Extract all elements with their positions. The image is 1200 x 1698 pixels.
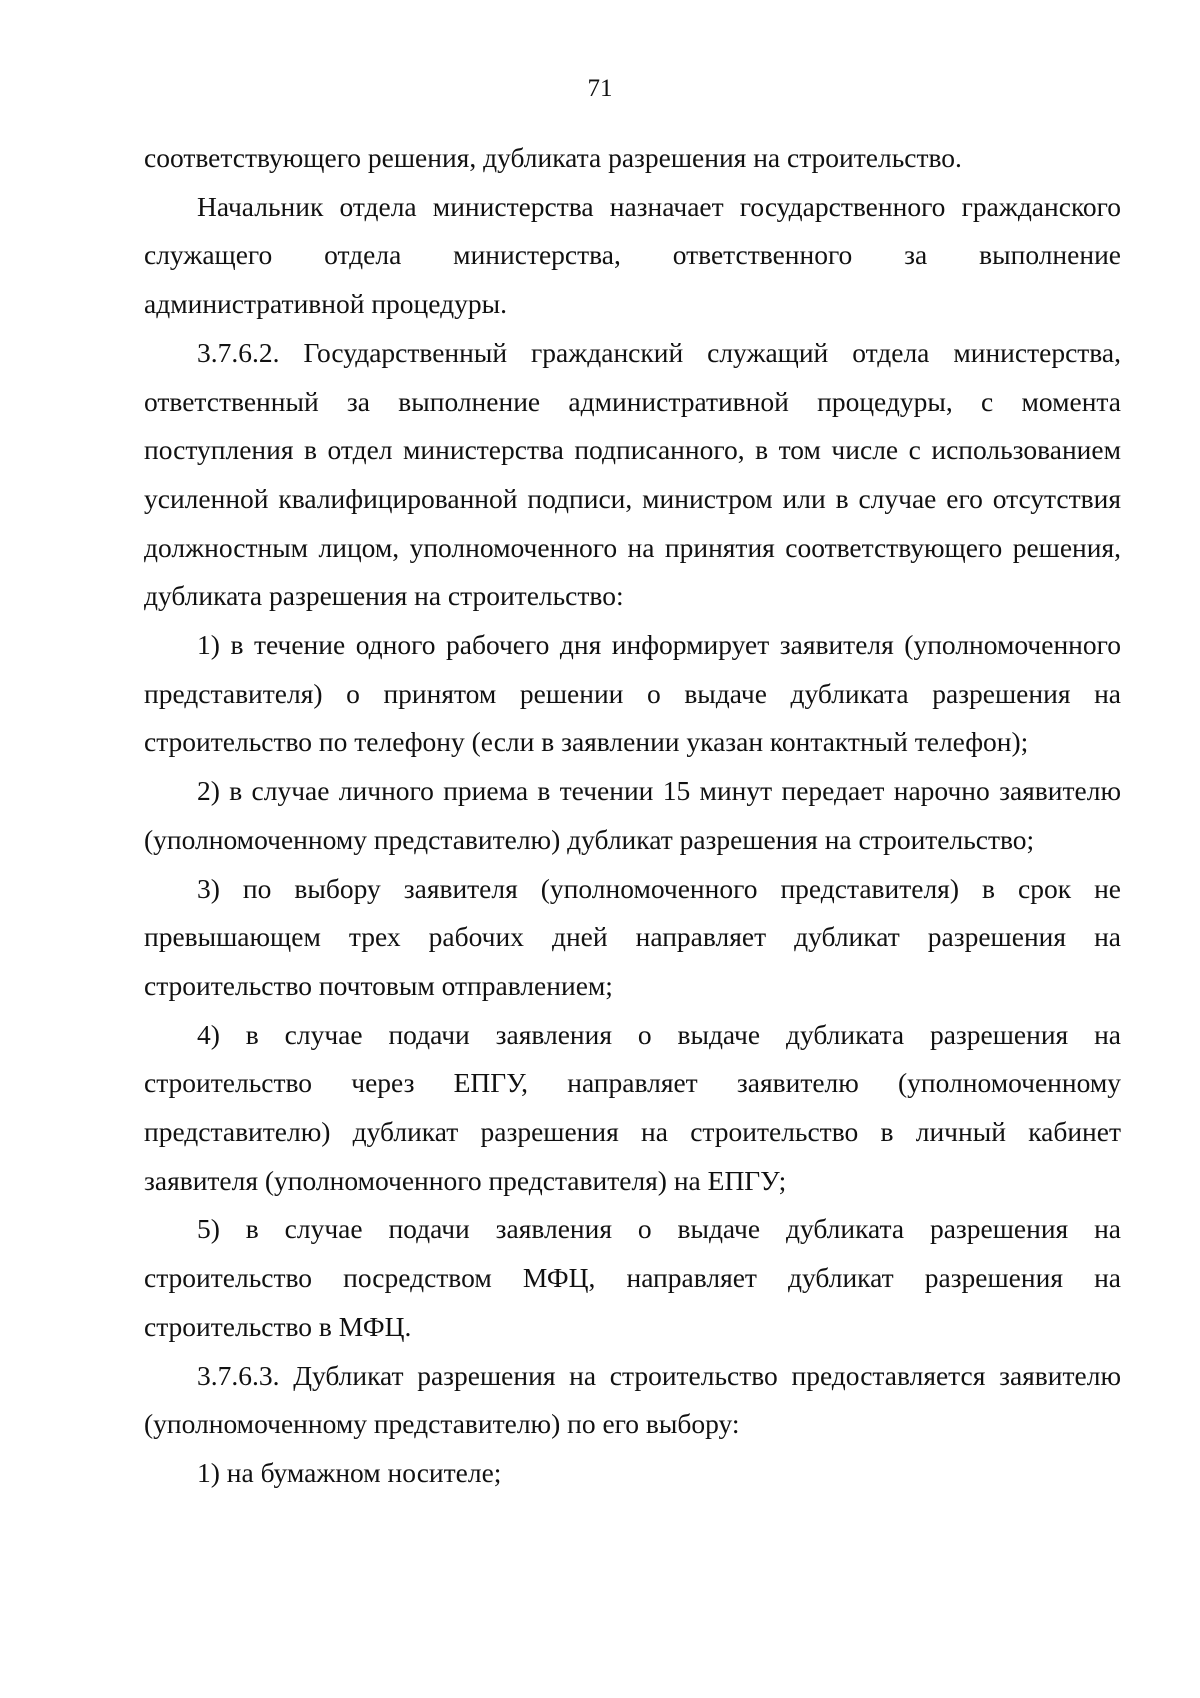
list-item-1: 1) в течение одного рабочего дня информирует заявителя (уполномоченного представителя) о принятом решении о выдаче дубликата разрешения на строительство по телефону (если в заявлении указан контактный телефон); <box>144 629 1121 758</box>
sublist-item-1: 1) на бумажном носителе; <box>197 1456 502 1488</box>
document-body <box>144 134 1121 1498</box>
list-item-5: 5) в случае подачи заявления о выдаче дубликата разрешения на строительство посредством МФЦ, направляет дубликат разрешения на строительство в МФЦ. <box>144 1213 1121 1342</box>
list-item-2: 2) в случае личного приема в течении 15 минут передает нарочно заявителю (уполномоченному представителю) дубликат разрешения на строительство; <box>144 775 1121 855</box>
paragraph-continuation: соответствующего решения, дубликата разрешения на строительство. <box>144 142 962 173</box>
paragraph-3-7-6-3: 3.7.6.3. Дубликат разрешения на строительство предоставляется заявителю (уполномоченному представителю) по его выбору: <box>144 1359 1121 1440</box>
paragraph-department-head: Начальник отдела министерства назначает государственного гражданского служащего отдела министерства, ответственного за выполнение административной процедуры. <box>144 190 1121 320</box>
list-item-4: 4) в случае подачи заявления о выдаче дубликата разрешения на строительство через ЕПГУ, направляет заявителю (уполномоченному представителю) дубликат разрешения на строительство в личный кабинет заявителя (уполномоченного представителя) на ЕПГУ; <box>144 1018 1121 1196</box>
paragraph-3-7-6-2: 3.7.6.2. Государственный гражданский служащий отдела министерства, ответственный за выполнение административной процедуры, с момента поступления в отдел министерства подписанного, в том числе с использованием усиленной квалифицированной подписи, министром или в случае его отсутствия должностным лицом, уполномоченного на принятия соответствующего решения, дубликата разрешения на строительство: <box>144 336 1121 612</box>
page-number: 71 <box>587 75 613 102</box>
list-item-3: 3) по выбору заявителя (уполномоченного представителя) в срок не превышающем трех рабочих дней направляет дубликат разрешения на строительство почтовым отправлением; <box>144 872 1121 1001</box>
